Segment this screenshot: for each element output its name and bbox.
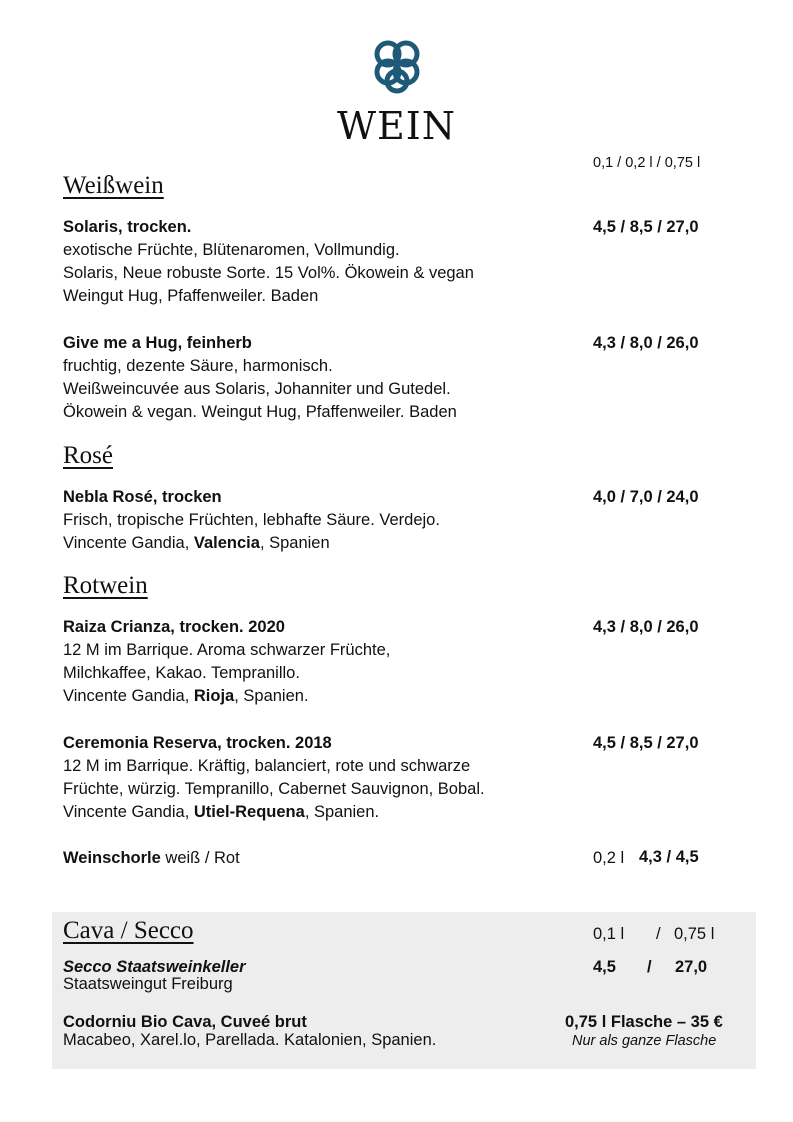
item-price: 4,3 / 4,5 <box>639 848 699 866</box>
item-desc-line: Weißweincuvée aus Solaris, Johanniter und Gutedel. <box>63 380 451 398</box>
country: , Spanien. <box>304 803 380 821</box>
item-desc-line: Ökowein & vegan. Weingut Hug, Pfaffenweiler. Baden <box>63 403 457 421</box>
country: , Spanien. <box>234 687 309 705</box>
schorle-name: Weinschorle <box>63 849 161 867</box>
item-desc-line: 12 M im Barrique. Aroma schwarzer Früchte, <box>63 641 391 659</box>
item-name: Secco Staatsweinkeller <box>63 958 246 976</box>
item-price: 4,3 / 8,0 / 26,0 <box>593 618 699 636</box>
item-name: Nebla Rosé, trocken <box>63 488 222 506</box>
item-price: 4,5 / 8,5 / 27,0 <box>593 218 699 236</box>
price-sep: / <box>647 958 652 976</box>
item-desc-line: Früchte, würzig. Tempranillo, Cabernet Sauvignon, Bobal. <box>63 780 485 798</box>
item-price: 4,3 / 8,0 / 26,0 <box>593 334 699 352</box>
item-desc-line: Frisch, tropische Früchten, lebhafte Säure. Verdejo. <box>63 511 440 529</box>
item-name: Solaris, trocken. <box>63 218 192 236</box>
item-name: Raiza Crianza, trocken. 2020 <box>63 618 285 636</box>
item-desc-line: 12 M im Barrique. Kräftig, balanciert, rote und schwarze <box>63 757 471 775</box>
item-desc-line: Weingut Hug, Pfaffenweiler. Baden <box>63 287 319 305</box>
size-header: 0,1 / 0,2 l / 0,75 l <box>593 155 701 171</box>
region: Rioja <box>193 687 235 705</box>
item-desc-line: fruchtig, dezente Säure, harmonisch. <box>63 357 333 375</box>
item-desc-line: Milchkaffee, Kakao. Tempranillo. <box>63 664 300 682</box>
item-desc-line <box>63 532 330 555</box>
item-price: 4,5 / 8,5 / 27,0 <box>593 734 699 752</box>
item-desc-line: Macabeo, Xarel.lo, Parellada. Katalonien, Spanien. <box>63 1031 437 1049</box>
section-title-rotwein: Rotwein <box>63 572 148 599</box>
schorle-desc: weiß / Rot <box>160 849 240 867</box>
item-price: 4,0 / 7,0 / 24,0 <box>593 488 699 506</box>
item-desc-line: Staatsweingut Freiburg <box>63 975 233 993</box>
cava-size-sep: / <box>656 925 661 943</box>
item-name <box>63 847 240 870</box>
wine-logo-icon <box>368 38 426 96</box>
country: , Spanien <box>259 534 330 552</box>
item-desc-line: exotische Früchte, Blütenaromen, Vollmundig. <box>63 241 400 259</box>
item-desc-line <box>63 801 379 824</box>
bottle-note: Nur als ganze Flasche <box>572 1033 717 1049</box>
price-2: 27,0 <box>675 958 708 976</box>
cava-size-2: 0,75 l <box>674 925 715 943</box>
producer: Vincente Gandia, <box>63 803 194 821</box>
price-1: 4,5 <box>593 958 616 976</box>
item-name: Give me a Hug, feinherb <box>63 334 252 352</box>
item-desc-line: Solaris, Neue robuste Sorte. 15 Vol%. Ökowein & vegan <box>63 264 474 282</box>
section-title-weisswein: Weißwein <box>63 172 164 199</box>
item-desc-line <box>63 685 309 708</box>
region: Valencia <box>193 534 260 552</box>
section-title-rose: Rosé <box>63 442 113 469</box>
schorle-size: 0,2 l <box>593 849 625 867</box>
page-title: WEIN <box>336 104 457 148</box>
item-name: Ceremonia Reserva, trocken. 2018 <box>63 734 332 752</box>
producer: Vincente Gandia, <box>63 534 194 552</box>
item-price: 0,75 l Flasche – 35 € <box>565 1013 723 1031</box>
cava-size-1: 0,1 l <box>593 925 625 943</box>
section-title-cava: Cava / Secco <box>63 917 194 944</box>
region: Utiel-Requena <box>193 803 305 821</box>
producer: Vincente Gandia, <box>63 687 194 705</box>
item-name: Codorniu Bio Cava, Cuveé brut <box>63 1013 307 1031</box>
